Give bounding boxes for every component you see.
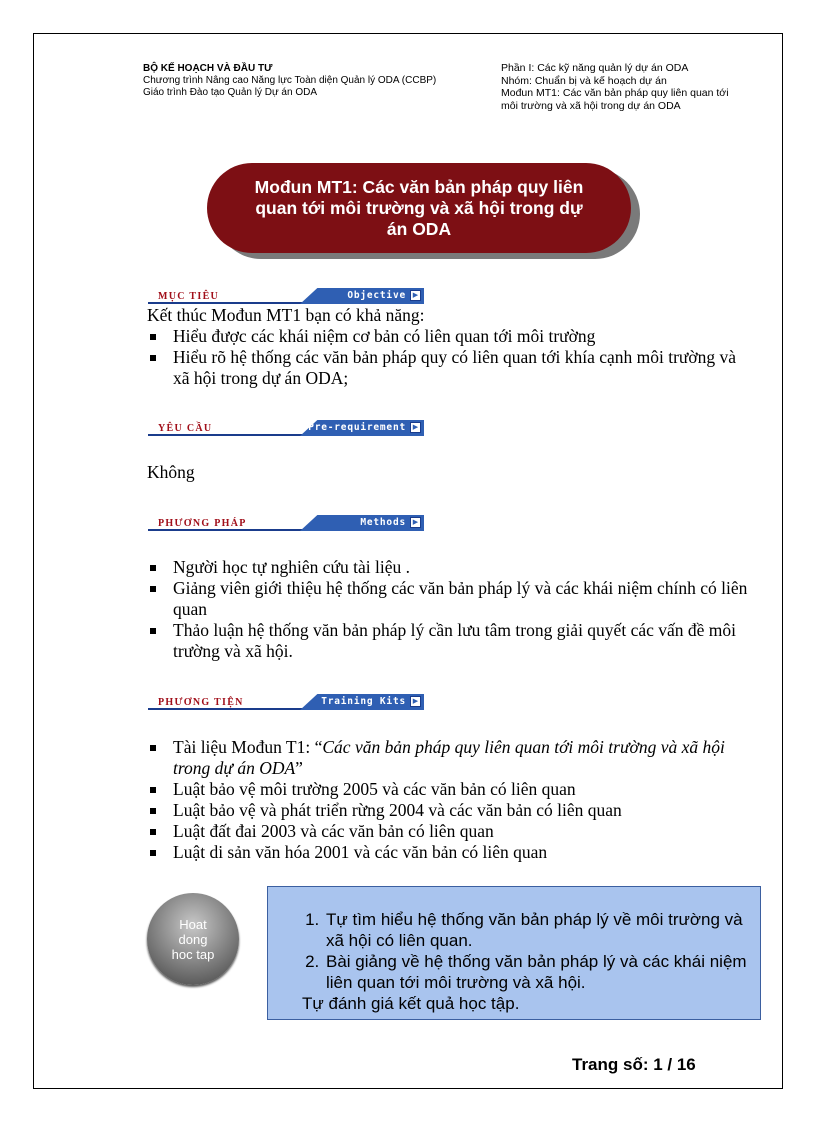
section-header-training-kits xyxy=(148,694,424,710)
section-label-vn: PHƯƠNG PHÁP xyxy=(158,518,247,529)
prerequirement-text: Không xyxy=(147,462,195,482)
methods-list xyxy=(147,557,752,662)
list-item: Hiểu rõ hệ thống các văn bản pháp quy có liên quan tới khía cạnh môi trường và xã hội trong dự án ODA; xyxy=(147,347,737,389)
learning-activity-icon xyxy=(147,893,239,985)
section-label-vn: MỤC TIÊU xyxy=(158,291,220,302)
play-arrow-icon: ▶ xyxy=(410,696,421,707)
activity-icon-line: hoc tap xyxy=(171,946,215,962)
activity-icon-line: Hoat xyxy=(179,916,207,932)
header-right xyxy=(501,62,741,112)
objective-list xyxy=(147,326,737,389)
list-item: Người học tự nghiên cứu tài liệu . xyxy=(147,557,752,578)
section-header-prerequirement xyxy=(148,420,424,436)
header-module: Mođun MT1: Các văn bản pháp quy liên quan tới môi trường và xã hội trong dự án ODA xyxy=(501,87,729,112)
list-item: Luật đất đai 2003 và các văn bản có liên quan xyxy=(147,821,757,842)
list-item: Hiểu được các khái niệm cơ bản có liên quan tới môi trường xyxy=(147,326,737,347)
list-item xyxy=(147,737,757,779)
list-item: Luật bảo vệ môi trường 2005 và các văn bản có liên quan xyxy=(147,779,757,800)
play-arrow-icon: ▶ xyxy=(410,422,421,433)
training-kits-list xyxy=(147,737,757,863)
list-item: Thảo luận hệ thống văn bản pháp lý cần lưu tâm trong giải quyết các vấn đề môi trường và xã hội. xyxy=(147,620,752,662)
header-program: Chương trình Nâng cao Năng lực Toàn diện Quản lý ODA (CCBP) xyxy=(143,75,437,86)
play-arrow-icon: ▶ xyxy=(410,517,421,528)
kit-doc-suffix: ” xyxy=(295,758,303,778)
list-item: Luật bảo vệ và phát triển rừng 2004 và các văn bản có liên quan xyxy=(147,800,757,821)
header-group: Nhóm: Chuẩn bị và kế hoạch dự án xyxy=(501,74,667,87)
header-part: Phần I: Các kỹ năng quản lý dự án ODA xyxy=(501,62,689,74)
module-title-banner: Mođun MT1: Các văn bản pháp quy liên quan tới môi trường và xã hội trong dự án ODA xyxy=(207,163,631,253)
self-assessment: Tự đánh giá kết quả học tập. xyxy=(302,994,520,1013)
header-org: BỘ KẾ HOẠCH VÀ ĐẦU TƯ xyxy=(143,63,273,74)
section-label-en: Training Kits xyxy=(321,696,406,707)
activity-icon-line: dong xyxy=(178,931,208,947)
section-label-en: Pre-requirement xyxy=(308,422,406,433)
activity-box xyxy=(267,886,761,1020)
activity-item: 2. Bài giảng về hệ thống văn bản pháp lý và các khái niệm liên quan tới môi trường và xã hội. xyxy=(324,951,750,993)
play-arrow-icon: ▶ xyxy=(410,290,421,301)
section-header-methods xyxy=(148,515,424,531)
objective-intro: Kết thúc Mođun MT1 bạn có khả năng: xyxy=(147,305,425,325)
list-item: Giảng viên giới thiệu hệ thống các văn bản pháp lý và các khái niệm chính có liên quan xyxy=(147,578,752,620)
activity-item: 1. Tự tìm hiểu hệ thống văn bản pháp lý về môi trường và xã hội có liên quan. xyxy=(324,909,750,951)
section-label-vn: YÊU CẦU xyxy=(158,423,213,434)
kit-doc-prefix: Tài liệu Mođun T1: “ xyxy=(173,737,323,757)
section-label-en: Methods xyxy=(360,517,406,528)
header-course: Giáo trình Đào tạo Quản lý Dự án ODA xyxy=(143,87,317,98)
activity-list xyxy=(268,887,760,993)
header-left xyxy=(143,63,473,99)
kit-doc-title: Các văn bản pháp quy liên quan tới môi trường và xã hội trong dự án ODA xyxy=(173,737,725,778)
list-item: Luật di sản văn hóa 2001 và các văn bản có liên quan xyxy=(147,842,757,863)
page-number: Trang số: 1 / 16 xyxy=(572,1055,696,1074)
section-label-en: Objective xyxy=(347,290,406,301)
section-label-vn: PHƯƠNG TIỆN xyxy=(158,697,244,708)
section-header-objective xyxy=(148,288,424,304)
